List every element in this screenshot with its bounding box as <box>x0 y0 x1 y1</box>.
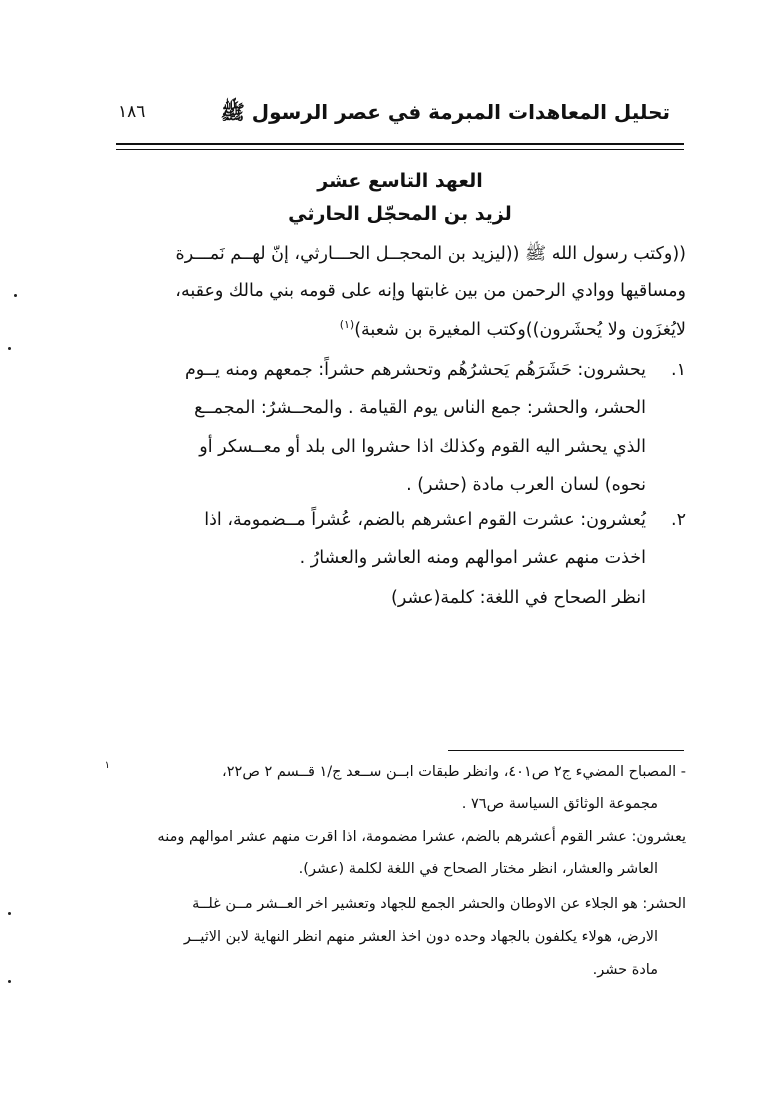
scan-speck <box>8 347 11 350</box>
note-2-line-1: يُعشرون: عشرت القوم اعشرهم بالضم، عُشراً مــضمومة، اذا <box>204 510 646 530</box>
scan-speck <box>8 980 11 983</box>
footnote-line-3: يعشرون: عشر القوم أعشرهم بالضم، عشرا مضمومة، اذا اقرت منهم عشر اموالهم ومنه <box>157 829 686 845</box>
note-number-1: ١. <box>671 360 686 380</box>
footnote-number: ١ <box>104 760 110 771</box>
footnote-line-5: الحشر: هو الجلاء عن الاوطان والحشر الجمع للجهاد وتعشير اخر العــشر مــن غلــة <box>192 896 686 912</box>
section-subheading: لزيد بن المحجّل الحارثي <box>288 203 512 225</box>
footnote-marker: (١) <box>339 318 355 331</box>
page-number: ١٨٦ <box>118 102 146 122</box>
footnote-line-4: العاشر والعشار، انظر مختار الصحاح في اللغة لكلمة (عشر). <box>298 861 658 877</box>
body-line-3-text: لايُغزَون ولا يُحشَرون))وكتب المغيرة بن شعبة) <box>354 319 686 340</box>
footnote-line-6: الارض، هولاء يكلفون بالجهاد وحده دون اخذ العشر منهم انظر النهاية لابن الاثيــر <box>183 929 658 945</box>
header-rule-thin <box>116 149 684 150</box>
note-number-2: ٢. <box>671 510 686 530</box>
body-line-2: ومساقيها ووادي الرحمن من بين غابتها وإنه على قومه بني مالك وعقبه، <box>175 281 686 301</box>
footnote-line-7: مادة حشر. <box>592 962 658 978</box>
footnote-separator <box>448 750 684 751</box>
header-rule-thick <box>116 143 684 145</box>
running-header-title: تحليل المعاهدات المبرمة في عصر الرسول ﷺ <box>220 100 670 124</box>
section-heading: العهد التاسع عشر <box>317 170 483 192</box>
note-1-line-4: نحوه) لسان العرب مادة (حشر) . <box>406 475 646 495</box>
footnote-line-1: - المصباح المضيء ج٢ ص٤٠١، وانظر طبقات ابــن ســعد ج/١ قــسم ٢ ص٢٢، <box>222 764 686 780</box>
note-1-line-1: يحشرون: حَشَرَهُم يَحشرُهُم وتحشرهم حشراً: جمعهم ومنه يــوم <box>184 360 646 380</box>
scan-speck <box>8 912 11 915</box>
note-1-line-3: الذي يحشر اليه القوم وكذلك اذا حشروا الى بلد أو معــسكر أو <box>199 437 646 457</box>
body-line-1: ((وكتب رسول الله ﷺ ((ليزيد بن المحجــل الحـــارثي، إنّ لهــم نَمـــرة <box>175 244 686 264</box>
footnote-line-2: مجموعة الوثائق السياسة ص٧٦ . <box>461 796 658 812</box>
reference-line: انظر الصحاح في اللغة: كلمة(عشر) <box>391 588 646 608</box>
body-line-3 <box>340 318 686 340</box>
note-2-line-2: اخذت منهم عشر اموالهم ومنه العاشر والعشارُ . <box>299 548 646 568</box>
scan-speck <box>14 294 17 297</box>
note-1-line-2: الحشر، والحشر: جمع الناس يوم القيامة . والمحــشرُ: المجمــع <box>194 398 646 418</box>
